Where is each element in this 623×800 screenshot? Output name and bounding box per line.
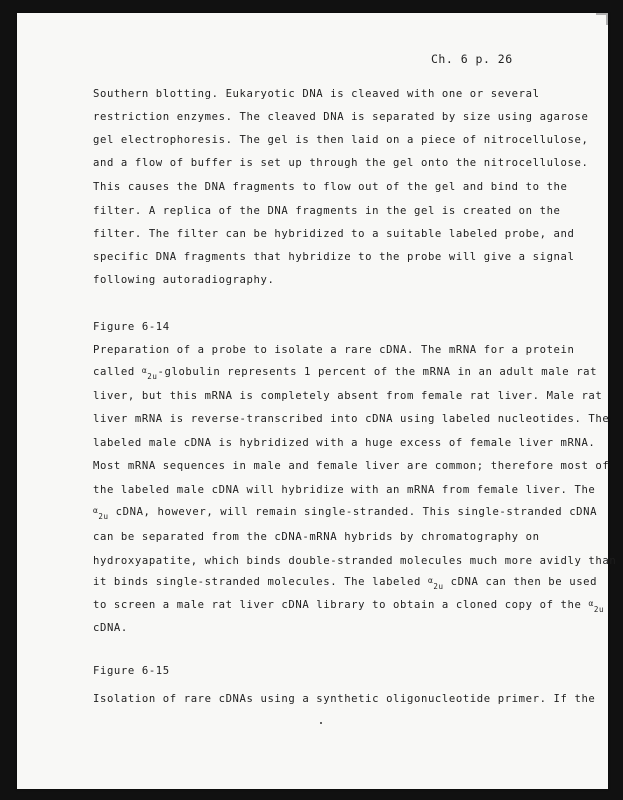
- caption-line: [93, 506, 598, 521]
- paragraph-line: restriction enzymes. The cleaved DNA is separated by size using agarose: [93, 111, 589, 123]
- caption-line: Preparation of a probe to isolate a rare cDNA. The mRNA for a protein: [93, 344, 575, 356]
- caption-text: called: [93, 366, 142, 378]
- paragraph-line: Southern blotting. Eukaryotic DNA is cleaved with one or several: [93, 88, 540, 100]
- paragraph-line: gel electrophoresis. The gel is then laid on a piece of nitrocellulose,: [93, 134, 589, 146]
- caption-line: Isolation of rare cDNAs using a synthetic oligonucleotide primer. If the: [93, 693, 596, 705]
- figure-heading: Figure 6-14: [93, 321, 170, 333]
- page-corner-mark: [596, 13, 608, 25]
- speck-mark: [320, 722, 322, 724]
- subscript: 2u: [147, 372, 158, 381]
- caption-line: liver mRNA is reverse-transcribed into cDNA using labeled nucleotides. The: [93, 413, 610, 425]
- page-header: Ch. 6 p. 26: [431, 52, 513, 66]
- caption-line: hydroxyapatite, which binds double-stranded molecules much more avidly than: [93, 555, 617, 567]
- paragraph-line: filter. A replica of the DNA fragments in the gel is created on the: [93, 205, 561, 217]
- figure-heading: Figure 6-15: [93, 665, 170, 677]
- caption-line: can be separated from the cDNA-mRNA hybrids by chromatography on: [93, 531, 540, 543]
- alpha-symbol: α: [427, 576, 434, 585]
- caption-text: to screen a male rat liver cDNA library to obtain a cloned copy of the: [93, 599, 589, 611]
- caption-line: cDNA.: [93, 622, 128, 634]
- caption-line: labeled male cDNA is hybridized with a huge excess of female liver mRNA.: [93, 437, 596, 449]
- caption-line: Most mRNA sequences in male and female liver are common; therefore most of: [93, 460, 610, 472]
- caption-line: liver, but this mRNA is completely absent from female rat liver. Male rat: [93, 390, 603, 402]
- caption-line: [93, 576, 598, 591]
- paragraph-line: specific DNA fragments that hybridize to the probe will give a signal: [93, 251, 575, 263]
- caption-line: [93, 366, 598, 381]
- caption-text: cDNA, however, will remain single-stranded. This single-stranded cDNA: [108, 506, 598, 518]
- caption-text: it binds single-stranded molecules. The labeled: [93, 576, 428, 588]
- paragraph-line: following autoradiography.: [93, 274, 275, 286]
- paragraph-line: and a flow of buffer is set up through the gel onto the nitrocellulose.: [93, 157, 589, 169]
- subscript: 2u: [98, 512, 109, 521]
- paragraph-line: filter. The filter can be hybridized to a suitable labeled probe, and: [93, 228, 575, 240]
- caption-line: the labeled male cDNA will hybridize with an mRNA from female liver. The: [93, 484, 596, 496]
- caption-text: -globulin represents 1 percent of the mRNA in an adult male rat: [157, 366, 598, 378]
- paragraph-line: This causes the DNA fragments to flow out of the gel and bind to the: [93, 181, 568, 193]
- subscript: 2u: [593, 605, 605, 614]
- caption-text: cDNA can then be used: [443, 576, 598, 588]
- alpha-symbol: α: [141, 366, 148, 375]
- alpha-symbol: α: [588, 599, 594, 608]
- subscript: 2u: [433, 582, 444, 591]
- caption-line: [93, 599, 605, 614]
- alpha-symbol: α: [93, 506, 99, 515]
